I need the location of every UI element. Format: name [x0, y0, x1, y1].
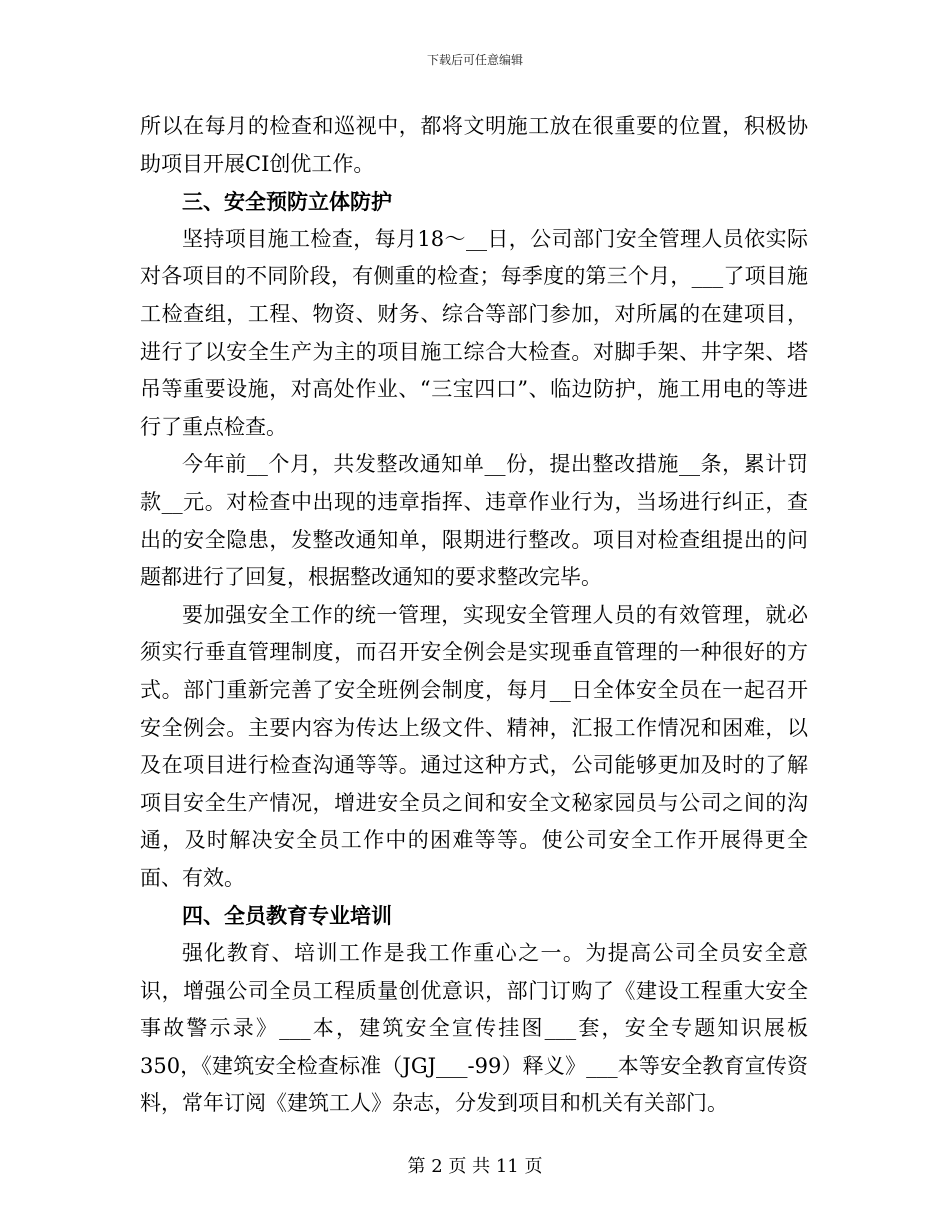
page-number: 第 2 页 共 11 页 — [407, 1156, 543, 1177]
header-note: 下载后可任意编辑 — [426, 53, 523, 67]
paragraph: 今年前__个月，共发整改通知单__份，提出整改措施__条，累计罚款__元。对检查中出现的违章指挥、违章作业行为，当场进行纠正，查出的安全隐患，发整改通知单，限期进行整改。项目对检查组提出的问题都进行了回复，根据整改通知的要求整改完毕。 — [140, 452, 808, 590]
paragraph: 所以在每月的检查和巡视中，都将文明施工放在很重要的位置，积极协助项目开展CI创优工作。 — [140, 114, 808, 176]
section-heading: 三、安全预防立体防护 — [182, 189, 392, 215]
document-body — [140, 108, 808, 1123]
paragraph: 要加强安全工作的统一管理，实现安全管理人员的有效管理，就必须实行垂直管理制度，而召开安全例会是实现垂直管理的一种很好的方式。部门重新完善了安全班例会制度，每月__日全体安全员在一起召开安全例会。主要内容为传达上级文件、精神，汇报工作情况和困难，以及在项目进行检查沟通等等。通过这种方式，公司能够更加及时的了解项目安全生产情况，增进安全员之间和安全文秘家园员与公司之间的沟通，及时解决安全员工作中的困难等等。使公司安全工作开展得更全面、有效。 — [140, 602, 808, 890]
paragraph: 坚持项目施工检查，每月18～__日，公司部门安全管理人员依实际对各项目的不同阶段，有侧重的检查；每季度的第三个月，___了项目施工检查组，工程、物资、财务、综合等部门参加，对所属的在建项目，进行了以安全生产为主的项目施工综合大检查。对脚手架、井字架、塔吊等重要设施，对高处作业、“三宝四口”、临边防护，施工用电的等进行了重点检查。 — [140, 226, 808, 439]
section-heading: 四、全员教育专业培训 — [182, 903, 392, 929]
paragraph: 强化教育、培训工作是我工作重心之一。为提高公司全员安全意识，增强公司全员工程质量创优意识，部门订购了《建设工程重大安全事故警示录》___本，建筑安全宣传挂图___套，安全专题知识展板350，《建筑安全检查标准（JGJ___-99）释义》___本等安全教育宣传资料，常年订阅《建筑工人》杂志，分发到项目和机关有关部门。 — [140, 941, 808, 1116]
